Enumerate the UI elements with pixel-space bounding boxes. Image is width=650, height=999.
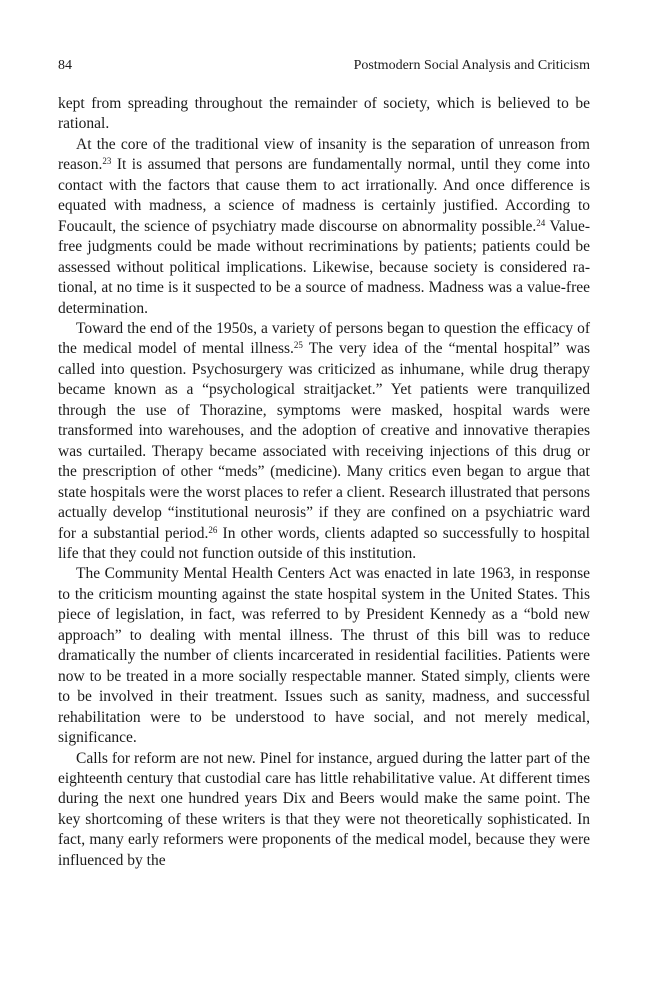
running-title: Postmodern Social Analysis and Criticism bbox=[353, 58, 590, 73]
body-text bbox=[58, 94, 590, 871]
paragraph bbox=[58, 135, 590, 319]
paragraph-text: The Community Mental Health Centers Act was enacted in late 1963, in response to the criticism mounting against the state hospital system in the United States. This piece of legislation, in fact, was referred to by President Kennedy as a “bold new approach” to dealing with mental illness. The thrust of this bill was to reduce dramatically the number of clients incarcerated in residential facilities. Patients were now to be treated in a more socially respectable manner. Stated simply, clients were to be involved in their treatment. Issues such as sanity, madness, and successful rehabilitation were to be understood to have social, and not merely medical, significance. bbox=[58, 565, 590, 747]
footnote-ref: 24 bbox=[536, 217, 546, 228]
footnote-ref: 25 bbox=[293, 340, 303, 351]
paragraph bbox=[58, 319, 590, 564]
book-page bbox=[58, 56, 590, 871]
paragraph-text: kept from spreading throughout the remainder of society, which is believed to be rational. bbox=[58, 95, 590, 133]
footnote-ref: 23 bbox=[102, 156, 112, 167]
paragraph-text: Value-free judgments could be made without recriminations by patients; patients could be assessed without political implications. Likewise, because society is considered rational, at no time is it suspected to be a source of madness. Madness was a value-free determination. bbox=[58, 217, 590, 317]
paragraph-text: In other words, clients adapted so successfully to hospital life that they could not function outside of this institution. bbox=[58, 524, 590, 562]
paragraph bbox=[58, 94, 590, 135]
paragraph-text: It is assumed that persons are fundamentally normal, until they come into contact with the factors that cause them to act irrationally. And once difference is equated with madness, a science of madness is certainly justified. According to Foucault, the science of psychiatry made discourse on abnormality possible. bbox=[58, 156, 590, 235]
paragraph bbox=[58, 564, 590, 748]
paragraph-text: Calls for reform are not new. Pinel for instance, argued during the latter part of the eighteenth century that custodial care has little rehabilitative value. At different times during the next one hundred years Dix and Beers would make the same point. The key shortcoming of these writers is that they were not theoretically sophisticated. In fact, many early reformers were proponents of the medical model, because they were influenced by the bbox=[58, 749, 590, 869]
paragraph-text: The very idea of the “mental hospital” was called into question. Psychosurgery was criticized as inhumane, while drug therapy became known as a “psychological straitjacket.” Yet patients were tranquilized through the use of Thorazine, symptoms were masked, hospital wards were transformed into warehouses, and the adoption of creative and innovative therapies was curtailed. Therapy became associated with receiving injections of this drug or the prescription of other “meds” (medicine). Many critics even began to argue that state hospitals were the worst places to refer a client. Research illustrated that persons actually develop “institutional neurosis” if they are confined on a psychiatric ward for a substantial period. bbox=[58, 340, 590, 542]
running-head bbox=[58, 56, 590, 76]
paragraph bbox=[58, 749, 590, 872]
footnote-ref: 26 bbox=[208, 524, 218, 535]
paragraph-text: Toward the end of the 1950s, a variety of persons began to question the efficacy of the medical model of mental illness. bbox=[58, 319, 590, 358]
page-number: 84 bbox=[58, 58, 72, 73]
paragraph-text: At the core of the traditional view of insanity is the separation of unreason from reason. bbox=[58, 135, 590, 174]
